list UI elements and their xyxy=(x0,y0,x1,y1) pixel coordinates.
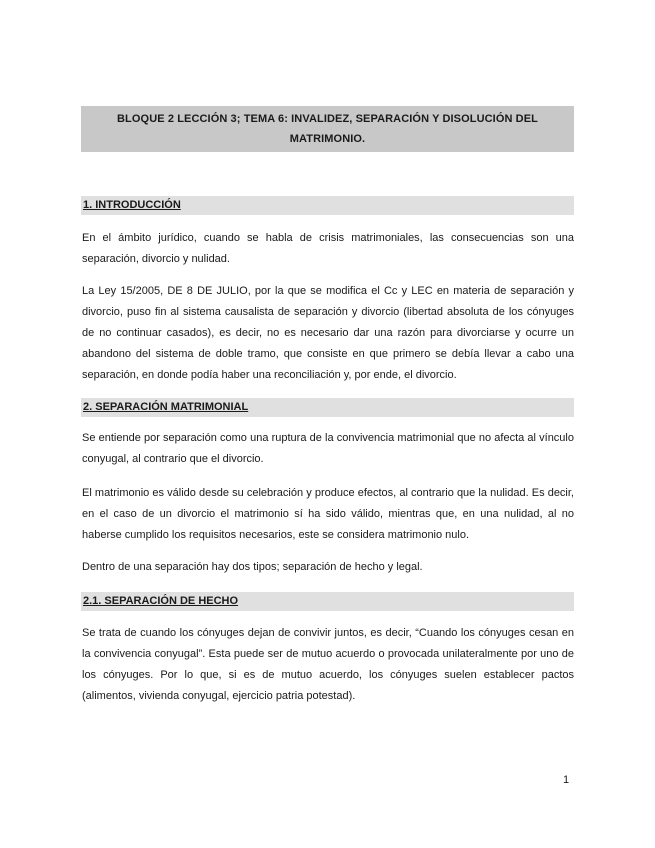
document-title-box xyxy=(81,106,574,152)
section-heading-text: 2.1. SEPARACIÓN DE HECHO xyxy=(83,595,239,607)
section-heading-separacion-de-hecho xyxy=(81,592,574,611)
document-title: BLOQUE 2 LECCIÓN 3; TEMA 6: INVALIDEZ, SEPARACIÓN Y DISOLUCIÓN DEL MATRIMONIO. xyxy=(117,113,538,145)
section-heading-separacion-matrimonial xyxy=(81,398,574,417)
section-heading-text: 2. SEPARACIÓN MATRIMONIAL xyxy=(83,401,249,413)
paragraph: La Ley 15/2005, DE 8 DE JULIO, por la que se modifica el Cc y LEC en materia de separación y divorcio, puso fin al sistema causalista de separación y divorcio (libertad absoluta de los cónyuges de no continuar casados), es decir, no es necesario dar una razón para divorciarse y ocurre un abandono del sistema de doble tramo, que consiste en que primero se debía llevar a cabo una separación, en donde podía haber una reconciliación y, por ende, el divorcio. xyxy=(82,285,574,381)
section-heading-text: 1. INTRODUCCIÓN xyxy=(83,199,181,211)
paragraph: Dentro de una separación hay dos tipos; separación de hecho y legal. xyxy=(82,561,423,573)
section-heading-introduccion xyxy=(81,196,574,215)
paragraph: Se trata de cuando los cónyuges dejan de convivir juntos, es decir, “Cuando los cónyuges cesan en la convivencia conyugal”. Esta puede ser de mutuo acuerdo o provocada unilateralmente por uno de los cónyuges. Por lo que, si es de mutuo acuerdo, los cónyuges suelen establecer pactos (alimentos, vivienda conyugal, ejercicio patria potestad). xyxy=(82,627,574,702)
page-number: 1 xyxy=(563,774,570,786)
paragraph: El matrimonio es válido desde su celebración y produce efectos, al contrario que la nulidad. Es decir, en el caso de un divorcio el matrimonio sí ha sido válido, mientras que, en una nulidad, al no haberse cumplido los requisitos necesarios, este se considera matrimonio nulo. xyxy=(82,487,574,541)
paragraph: Se entiende por separación como una ruptura de la convivencia matrimonial que no afecta al vínculo conyugal, al contrario que el divorcio. xyxy=(82,432,574,465)
paragraph: En el ámbito jurídico, cuando se habla de crisis matrimoniales, las consecuencias son una separación, divorcio y nulidad. xyxy=(82,232,574,265)
